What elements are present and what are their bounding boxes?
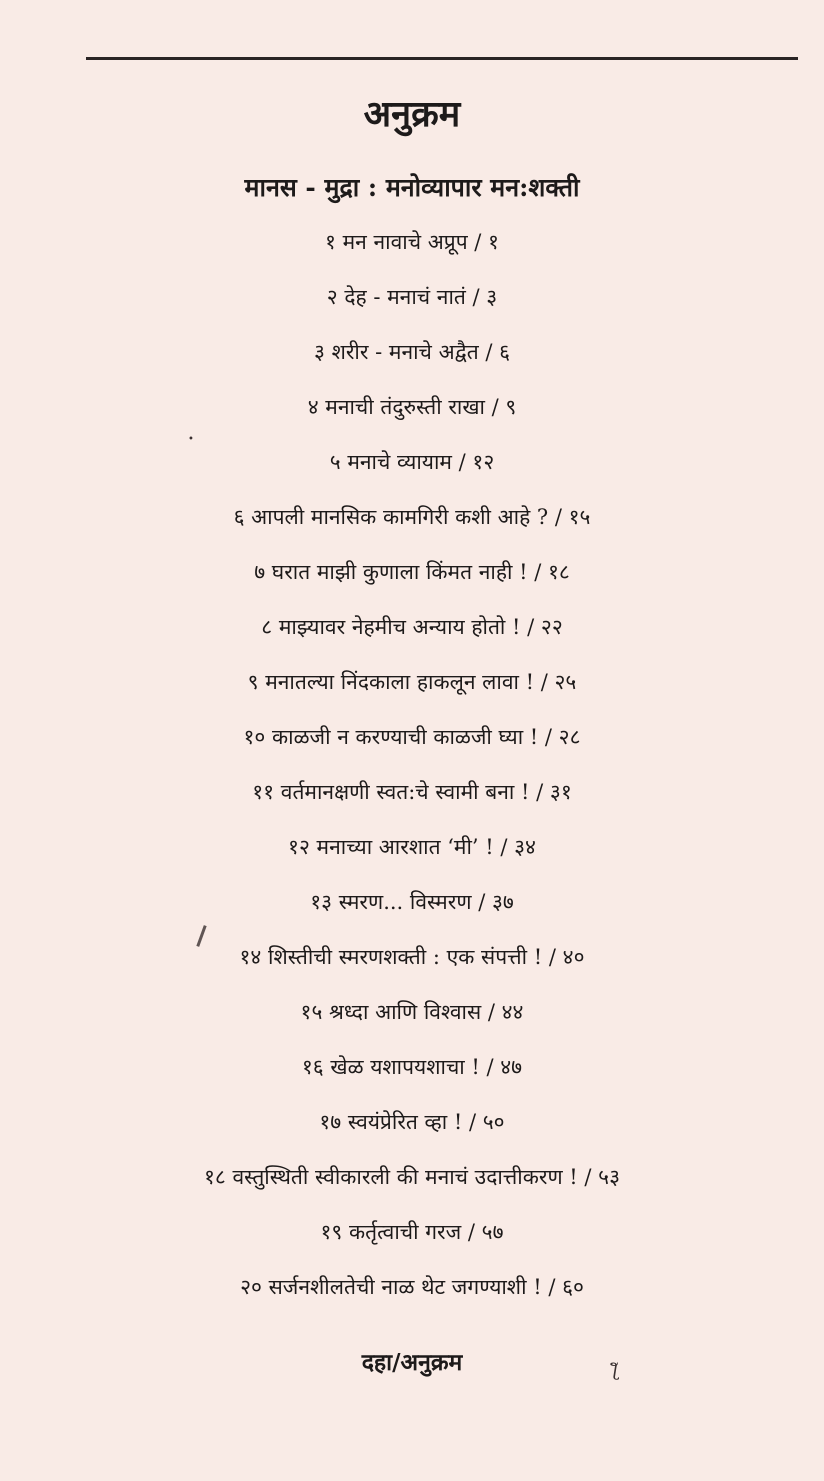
toc-entry: १३ स्मरण... विस्मरण / ३७: [310, 890, 514, 914]
toc-entry: १० काळजी न करण्याची काळजी घ्या ! / २८: [243, 725, 581, 749]
ink-speck: •: [188, 434, 194, 445]
toc-entry: ३ शरीर - मनाचे अद्वैत / ६: [313, 340, 511, 364]
toc-entry: १४ शिस्तीची स्मरणशक्ती : एक संपत्ती ! / ४०: [239, 945, 585, 969]
toc-entry: १ मन नावाचे अप्रूप / १: [325, 230, 499, 254]
toc-entry: १६ खेळ यशापयशाचा ! / ४७: [301, 1055, 523, 1079]
toc-entry: ८ माझ्यावर नेहमीच अन्याय होतो ! / २२: [261, 615, 563, 639]
page-title: अनुक्रम: [363, 93, 461, 135]
toc-entry: ६ आपली मानसिक कामगिरी कशी आहे ? / १५: [233, 505, 591, 529]
toc-entry: २ देह - मनाचं नातं / ३: [326, 285, 498, 309]
toc-entry: १७ स्वयंप्रेरित व्हा ! / ५०: [319, 1110, 505, 1134]
toc-entry: ७ घरात माझी कुणाला किंमत नाही ! / १८: [254, 560, 570, 584]
section-title: मानस - मुद्रा : मनोव्यापार मन:शक्ती: [244, 173, 580, 202]
toc-entry: १८ वस्तुस्थिती स्वीकारली की मनाचं उदात्तीकरण ! / ५३: [203, 1165, 621, 1189]
pencil-mark: ƪ: [612, 1360, 618, 1381]
toc-entry: २० सर्जनशीलतेची नाळ थेट जगण्याशी ! / ६०: [240, 1275, 584, 1299]
toc-entry: १५ श्रध्दा आणि विश्वास / ४४: [300, 1000, 524, 1024]
toc-entry: ९ मनातल्या निंदकाला हाकलून लावा ! / २५: [247, 670, 577, 694]
toc-entry: ११ वर्तमानक्षणी स्वत:चे स्वामी बना ! / ३१: [252, 780, 572, 804]
page-footer: दहा/अनुक्रम: [361, 1349, 463, 1376]
toc-entry: १२ मनाच्या आरशात ‘मी’ ! / ३४: [288, 835, 536, 859]
toc-entry: ५ मनाचे व्यायाम / १२: [329, 450, 495, 474]
toc-entry: ४ मनाची तंदुरुस्ती राखा / ९: [307, 395, 517, 419]
toc-entry: १९ कर्तृत्वाची गरज / ५७: [320, 1220, 504, 1244]
